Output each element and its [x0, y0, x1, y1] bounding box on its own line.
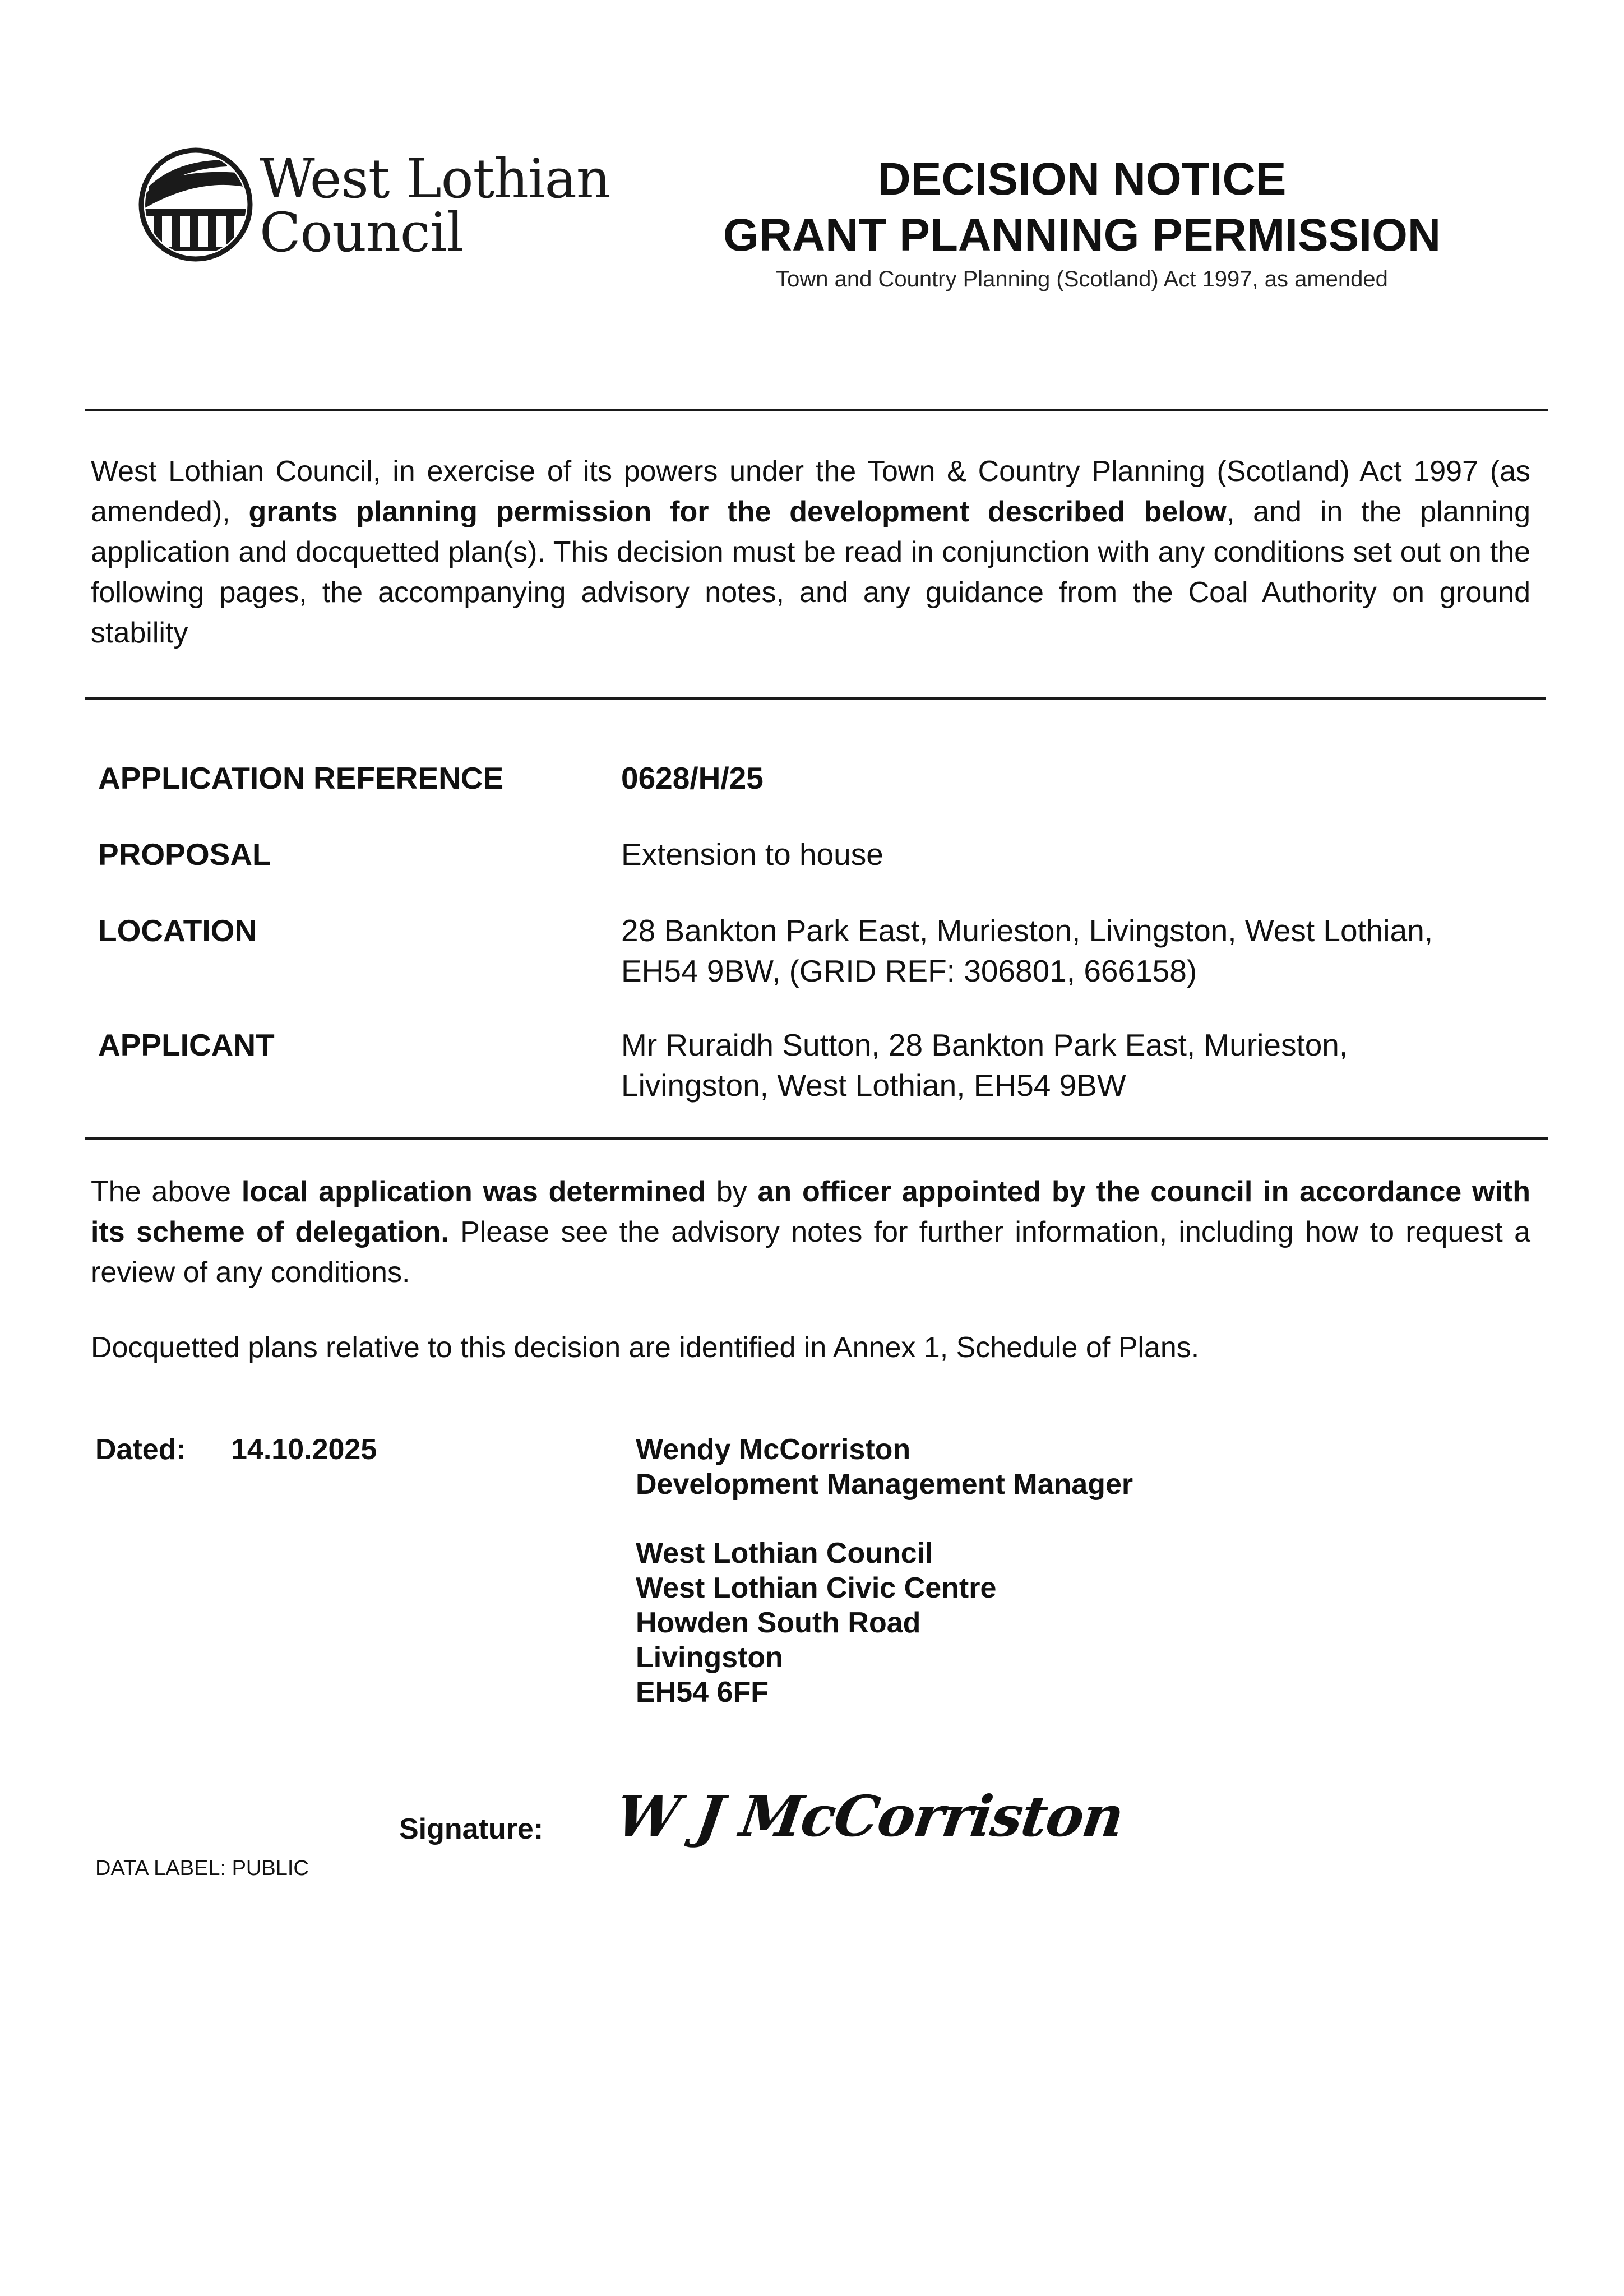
reference-value: 0628/H/25 [621, 761, 764, 795]
officer-name: Wendy McCorriston [636, 1433, 911, 1466]
applicant-line-2: Livingston, West Lothian, EH54 9BW [621, 1068, 1126, 1103]
legislation-reference: Town and Country Planning (Scotland) Act 1997, as amended [776, 267, 1388, 291]
address-line: Howden South Road [636, 1607, 921, 1639]
notice-title: DECISION NOTICE [877, 154, 1287, 205]
location-line-1: 28 Bankton Park East, Murieston, Livingston, West Lothian, [621, 913, 1433, 948]
address-line: West Lothian Council [636, 1537, 933, 1570]
logo-text-line1: West Lothian [260, 147, 610, 210]
reference-label: APPLICATION REFERENCE [98, 761, 504, 795]
signature-label: Signature: [399, 1813, 544, 1845]
determination-text: by [705, 1175, 758, 1208]
intro-text: West Lothian Council, in exercise of its powers under the Town & Country Planning (Scotland) Act 1997 (as amended), [91, 455, 1530, 528]
applicant-line-1: Mr Ruraidh Sutton, 28 Bankton Park East, Murieston, [621, 1027, 1348, 1062]
docquetted-plans-note: Docquetted plans relative to this decision are identified in Annex 1, Schedule of Plans. [91, 1331, 1200, 1364]
applicant-value [621, 1025, 1540, 1105]
determination-text-continued: Please see the advisory notes for further information, including how to request a review of any conditions. [91, 1216, 1530, 1289]
divider [85, 697, 1546, 700]
determination-text: The above [91, 1175, 242, 1208]
data-label: DATA LABEL: PUBLIC [95, 1857, 309, 1880]
notice-subtitle: GRANT PLANNING PERMISSION [723, 210, 1441, 261]
address-line: EH54 6FF [636, 1676, 769, 1709]
address-line: Livingston [636, 1641, 783, 1674]
divider [85, 409, 1548, 411]
applicant-label: APPLICANT [98, 1027, 275, 1062]
logo-text-line2: Council [260, 201, 464, 264]
proposal-label: PROPOSAL [98, 837, 271, 872]
intro-emphasis: grants planning permission for the development described below [248, 496, 1227, 528]
council-logo [137, 143, 610, 272]
dated-label: Dated: [95, 1433, 186, 1466]
proposal-value: Extension to house [621, 837, 883, 872]
delegation-emphasis: an officer appointed by the council in accordance with its scheme of delegation. [91, 1175, 1530, 1248]
determination-emphasis: local application was determined [241, 1175, 706, 1208]
intro-text-continued: , and in the planning application and docquetted plan(s). This decision must be read in conjunction with any conditions set out on the following pages, the accompanying advisory notes, and any guidance from the Coal Authority on ground stability [91, 496, 1530, 649]
divider [85, 1137, 1548, 1140]
location-label: LOCATION [98, 913, 257, 948]
signature: W J McCorriston [612, 1783, 1127, 1849]
decision-date: 14.10.2025 [231, 1433, 377, 1466]
intro-paragraph [91, 451, 1530, 653]
location-line-2: EH54 9BW, (GRID REF: 306801, 666158) [621, 953, 1197, 988]
location-value [621, 910, 1540, 991]
officer-role: Development Management Manager [636, 1468, 1133, 1501]
determination-paragraph [91, 1172, 1530, 1293]
address-line: West Lothian Civic Centre [636, 1572, 997, 1604]
council-crest-icon [137, 143, 258, 263]
